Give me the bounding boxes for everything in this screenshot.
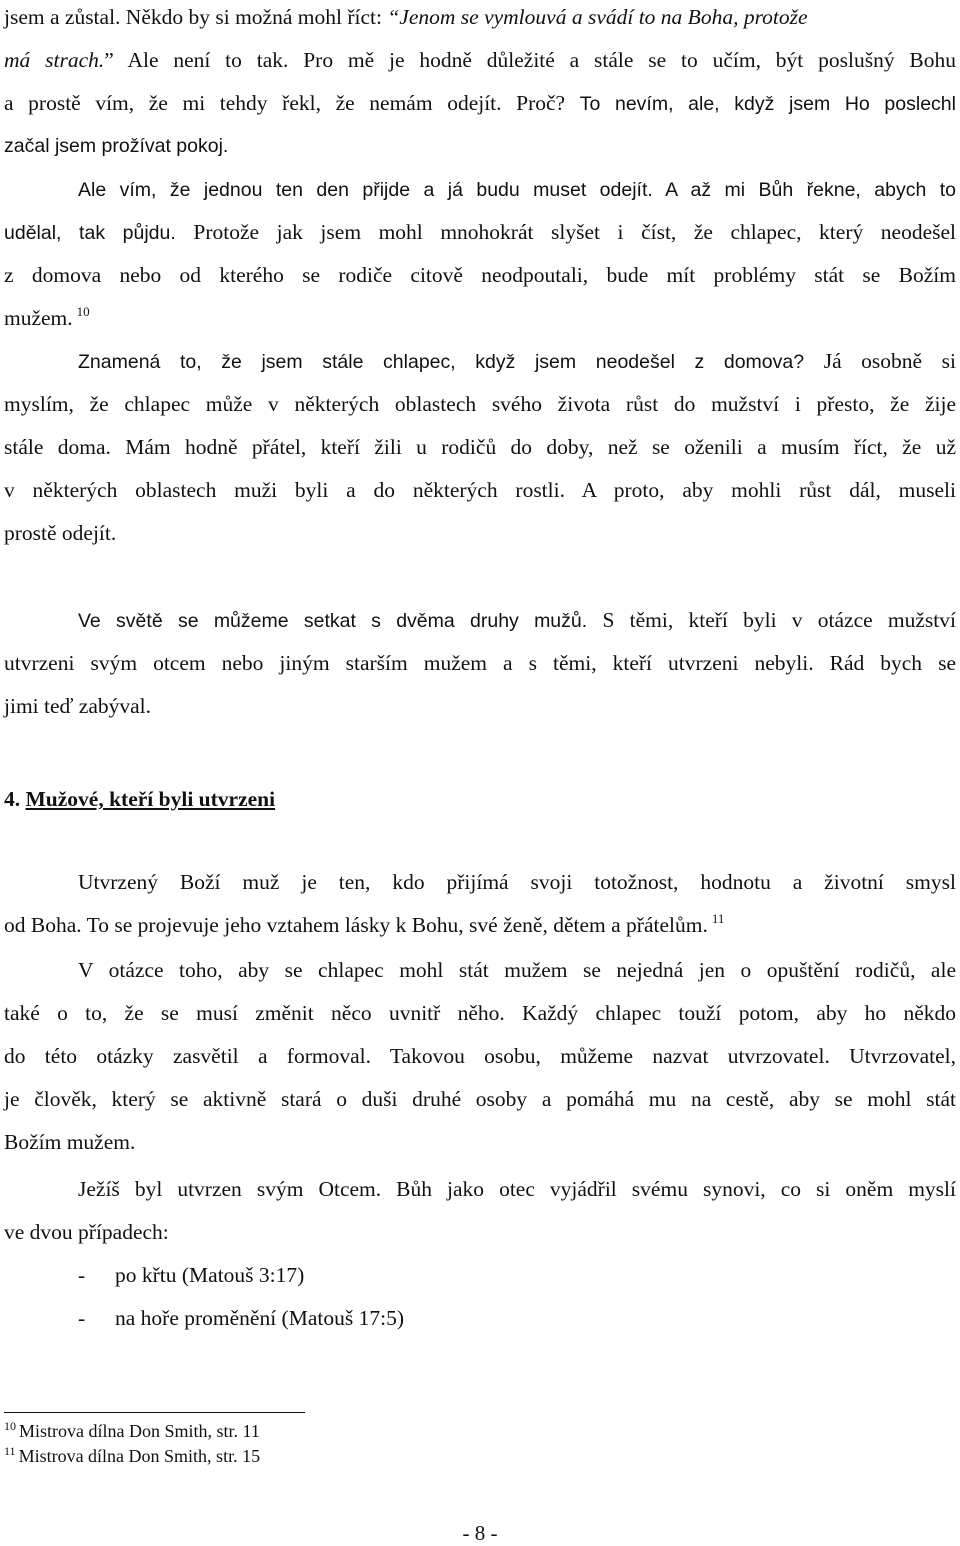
quote-text: “Jenom se vymlouvá a svádí to na Boha, protože [387,5,808,29]
heading-number: 4. [4,787,26,811]
paragraph-line [4,477,956,503]
line-text: Božím mužem. [4,1130,136,1154]
list-item-text: na hoře proměnění (Matouš 17:5) [115,1306,404,1330]
footnote [4,1420,260,1442]
line-text: V otázce toho, aby se chlapec mohl stát mužem se nejedná jen o opuštění rodičů, ale [78,958,956,982]
paragraph-line [78,607,956,634]
line-text: Mám hodně přátel, kteří žili u rodičů do doby, než se oženili a musím říct, že už [125,435,956,459]
line-text: Utvrzený Boží muž je ten, kdo přijímá svoji totožnost, hodnotu a životní smysl [78,870,956,894]
section-heading [4,786,275,812]
paragraph-line [4,1086,956,1112]
list-item-text: po křtu (Matouš 3:17) [115,1263,305,1287]
paragraph-line [4,1000,956,1026]
paragraph-line [78,176,956,203]
line-text: a prostě vím, že mi tehdy řekl, že nemám odejít. Proč? [4,91,580,115]
paragraph-line [4,391,956,417]
line-text: z domova nebo od kterého se rodiče citově neodpoutali, bude mít problémy stát se Božím [4,263,956,287]
paragraph-line [4,4,956,30]
paragraph-line [4,434,956,460]
paragraph-line [4,650,956,676]
paragraph-line [78,957,956,983]
line-text: ve dvou případech: [4,1220,169,1244]
paragraph-line [4,520,956,546]
line-text: jimi teď zabýval. [4,694,152,718]
paragraph-line [78,1176,956,1202]
paragraph-line [4,305,956,331]
line-text: myslím, že chlapec může v některých oblastech svého života růst do mužství i přesto, že žije [4,392,956,416]
paragraph-line [4,1129,956,1155]
line-text: také o to, že se musí změnit něco uvnitř něho. Každý chlapec touží potom, aby ho někdo [4,1001,956,1025]
paragraph-line [78,348,956,375]
footnote-number: 10 [4,1419,16,1433]
paragraph-line [4,133,956,159]
heading-title: Mužové, kteří byli utvrzeni [25,787,276,811]
line-text: ” Ale není to tak. Pro mě je hodně důležité a stále se to učím, být poslušný Bohu [104,48,957,72]
line-text: začal jsem prožívat pokoj. [4,135,229,157]
line-text: Já osobně si [823,349,956,373]
line-text: S těmi, kteří byli v otázce mužství [602,608,956,632]
footnote-number: 11 [4,1444,16,1458]
list-item [78,1305,404,1331]
line-text: utvrzeni svým otcem nebo jiným starším mužem a s těmi, kteří utvrzeni nebyli. Rád bych se [4,651,956,675]
line-text: Ve světě se můžeme setkat s dvěma druhy mužů. [78,610,603,632]
line-text: To nevím, ale, když jsem Ho poslechl [579,93,956,115]
paragraph-line [4,912,956,938]
line-text: mužem. [4,306,73,330]
line-text: Ale vím, že jednou ten den přijde a já budu muset odejít. [78,179,666,201]
footnote-ref: 11 [711,911,725,926]
quote-text: má strach. [4,48,105,72]
list-bullet: - [78,1263,86,1287]
footnote-divider [4,1412,305,1413]
line-text: v některých oblastech muži byli a do některých rostli. A proto, aby mohli růst dál, museli [4,478,956,502]
paragraph-line [4,693,956,719]
line-text: udělal, tak půjdu. [4,222,194,244]
footnote-ref: 10 [76,304,90,319]
page-number: - 8 - [462,1521,498,1545]
footnote-text: Mistrova dílna Don Smith, str. 11 [19,1421,260,1441]
line-text: stále doma. [4,435,126,459]
paragraph-line [4,90,956,117]
line-text: od Boha. To se projevuje jeho vztahem lásky k Bohu, své ženě, dětem a přátelům. [4,913,708,937]
list-bullet: - [78,1306,86,1330]
paragraph-line [4,1219,956,1245]
line-text: do této otázky zasvětil a formoval. Takovou osobu, můžeme nazvat utvrzovatel. Utvrzovatel, [4,1044,956,1068]
line-text: je člověk, který se aktivně stará o duši druhé osoby a pomáhá mu na cestě, aby se mohl stát [4,1087,956,1111]
line-text: Ježíš byl utvrzen svým Otcem. Bůh jako otec vyjádřil svému synovi, co si oněm myslí [78,1177,956,1201]
line-text: A až mi Bůh řekne, abych to [665,179,956,201]
paragraph-line [4,47,956,73]
line-text: jsem a zůstal. Někdo by si možná mohl říct: [4,5,388,29]
list-item [78,1262,304,1288]
paragraph-line [4,262,956,288]
footnote [4,1445,260,1467]
paragraph-line [78,869,956,895]
paragraph-line [4,1043,956,1069]
footnote-text: Mistrova dílna Don Smith, str. 15 [18,1446,261,1466]
line-text: Protože jak jsem mohl mnohokrát slyšet i číst, že chlapec, který neodešel [193,220,957,244]
line-text: Znamená to, že jsem stále chlapec, když jsem neodešel z domova? [78,351,824,373]
line-text: prostě odejít. [4,521,117,545]
paragraph-line [4,219,956,246]
